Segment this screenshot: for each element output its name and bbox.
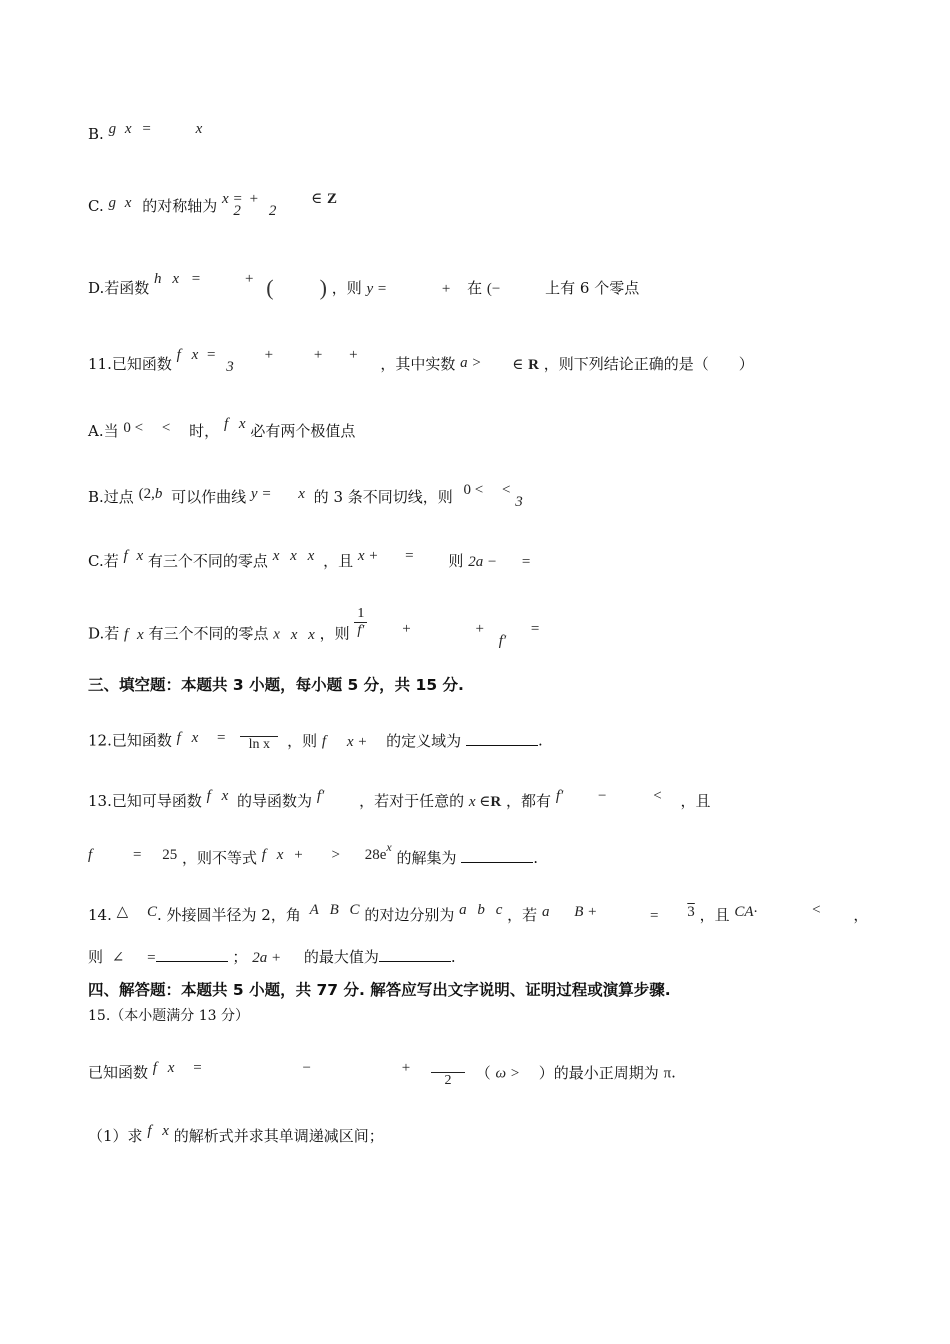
text: D.若函数 xyxy=(88,279,150,297)
numerator xyxy=(431,1058,465,1073)
question-14 xyxy=(88,902,869,926)
text: ，都有 xyxy=(506,792,552,810)
math: + xyxy=(249,191,259,207)
text: ，则下列结论正确的是（ ） xyxy=(543,355,754,373)
math: f′ xyxy=(316,788,325,804)
math: x xyxy=(124,195,132,211)
text: . xyxy=(450,948,456,966)
text: ，且 xyxy=(323,552,354,570)
math: A xyxy=(309,902,319,918)
text: 13.已知可导函数 xyxy=(88,792,202,810)
math: x + xyxy=(357,548,379,564)
math: 3 xyxy=(515,494,523,510)
text: 有三个不同的零点 xyxy=(148,624,269,643)
text: A.当 xyxy=(88,422,119,440)
math: f xyxy=(124,626,129,643)
text: 的解析式并求其单调递减区间； xyxy=(173,1127,384,1145)
question-11-option-c xyxy=(88,548,531,572)
math: − xyxy=(302,1059,311,1076)
text: 的解集为 xyxy=(396,849,457,867)
question-11 xyxy=(88,347,754,375)
question-15-part-1 xyxy=(88,1123,384,1147)
math: x xyxy=(276,847,284,863)
text: ，且 xyxy=(680,792,711,810)
text: B.过点 xyxy=(88,488,134,506)
math: g xyxy=(108,121,117,137)
text: ，则 xyxy=(287,731,318,750)
math: a > xyxy=(460,355,482,371)
math: = xyxy=(147,950,156,966)
math: x xyxy=(386,840,392,854)
text: 可以作曲线 xyxy=(171,488,247,506)
text: 的 3 条不同切线，则 xyxy=(313,488,453,506)
math: f xyxy=(152,1059,157,1076)
text: . xyxy=(533,849,539,867)
math: f xyxy=(206,788,211,804)
text: 时， xyxy=(189,422,220,440)
math: y = xyxy=(250,486,272,502)
math: C xyxy=(349,902,360,918)
text: ； xyxy=(232,948,248,966)
math: 25 xyxy=(162,847,178,863)
paren: ( xyxy=(266,275,274,300)
question-11-option-b xyxy=(88,482,523,510)
math: x xyxy=(307,548,315,564)
question-14-cont xyxy=(88,947,456,968)
text: 的导函数为 xyxy=(237,792,313,810)
math: < xyxy=(161,420,171,436)
numerator: 1 xyxy=(354,606,367,623)
math: 2 xyxy=(233,203,241,219)
text: （1）求 xyxy=(88,1127,143,1145)
math: ∈ xyxy=(512,357,524,373)
answer-blank[interactable] xyxy=(379,947,451,962)
math: + xyxy=(245,271,254,287)
math: x + xyxy=(346,733,368,750)
math: (− xyxy=(486,281,501,297)
math: = xyxy=(207,347,216,363)
section-4-heading: 四、解答题：本题共 5 小题，共 77 分. 解答应写出文字说明、证明过程或演算步骤. xyxy=(88,981,671,999)
math: + xyxy=(475,620,484,637)
math: 3 xyxy=(687,904,695,920)
text: 的对边分别为 xyxy=(364,906,455,924)
text: ，则不等式 xyxy=(181,849,257,867)
text: . 外接圆半径为 2，角 xyxy=(156,906,301,924)
text: 上有 6 个零点 xyxy=(545,279,640,297)
math: = xyxy=(530,620,540,637)
math: − xyxy=(598,788,607,804)
math: g xyxy=(108,195,116,211)
math: f xyxy=(223,416,229,432)
math: 2 xyxy=(268,203,277,219)
math: x xyxy=(172,271,179,287)
math: Z xyxy=(327,191,338,207)
math: = xyxy=(142,121,151,137)
math: b xyxy=(477,902,485,918)
math: B + xyxy=(574,904,598,920)
math: f xyxy=(88,847,93,863)
math: x xyxy=(290,626,298,643)
math: + xyxy=(294,847,303,863)
math: x xyxy=(238,416,246,432)
text: ，若对于任意的 xyxy=(359,792,465,810)
text: ，且 xyxy=(699,906,730,924)
math: x xyxy=(191,729,199,746)
text: 14. xyxy=(88,906,112,924)
text: 的对称轴为 xyxy=(142,197,218,215)
question-13-cont xyxy=(88,840,539,869)
math: x xyxy=(290,548,297,564)
question-11-option-d xyxy=(88,606,540,651)
math: C xyxy=(146,904,157,920)
option-c: C. g x 的对称轴为 x = 2 + 2 ∈ Z xyxy=(88,191,338,219)
text: . xyxy=(537,731,543,750)
math: π xyxy=(663,1065,672,1082)
math: f′ xyxy=(498,632,507,649)
text: 11.已知函数 xyxy=(88,355,172,373)
math: a xyxy=(459,902,467,918)
math: = xyxy=(132,847,142,863)
math: a xyxy=(541,904,550,920)
math: x xyxy=(124,121,132,137)
math: ∠ xyxy=(111,950,125,966)
math: x ∈ xyxy=(468,794,491,810)
math: < xyxy=(502,482,511,498)
math: x xyxy=(137,626,144,643)
math: = xyxy=(650,908,659,924)
option-d xyxy=(88,271,640,300)
math: 2a − xyxy=(468,554,498,570)
section-3-heading: 三、填空题：本题共 3 小题，每小题 5 分，共 15 分. xyxy=(88,676,464,694)
text: 则 xyxy=(448,552,464,570)
math: f xyxy=(321,733,327,750)
math: 28e xyxy=(364,847,387,863)
math: + xyxy=(441,281,451,297)
text: 有三个不同的零点 xyxy=(147,552,268,570)
text: ，则 xyxy=(331,279,362,297)
math: b xyxy=(154,486,163,502)
math: + xyxy=(313,347,323,363)
text: D.若 xyxy=(88,624,120,643)
math: > xyxy=(331,847,340,863)
math: 0 < xyxy=(123,420,144,436)
math: < xyxy=(812,902,821,918)
numerator xyxy=(240,722,278,737)
math: f′ xyxy=(555,788,564,804)
math: = xyxy=(191,271,201,287)
text: ，其中实数 xyxy=(380,355,456,373)
fraction xyxy=(431,1058,465,1089)
text: 的定义域为 xyxy=(386,731,462,750)
question-11-option-a xyxy=(88,416,356,442)
math: x = xyxy=(222,191,243,207)
text: ）的最小正周期为 xyxy=(538,1063,659,1082)
fraction xyxy=(240,722,278,753)
paren: ) xyxy=(319,275,327,300)
text: 的最大值为 xyxy=(303,948,379,966)
math: f xyxy=(147,1123,152,1139)
math: ∈ xyxy=(311,191,323,207)
denominator: 2 xyxy=(444,1073,452,1088)
math: = xyxy=(405,548,414,564)
math: x xyxy=(162,1123,169,1139)
math: ω > xyxy=(495,1065,520,1082)
math: CA· xyxy=(734,904,758,920)
math: x xyxy=(298,486,305,502)
math: = xyxy=(217,729,226,746)
math: f xyxy=(176,729,181,746)
math: + xyxy=(264,347,274,363)
text: 则 xyxy=(88,948,104,966)
question-12 xyxy=(88,726,543,757)
math: = xyxy=(521,554,531,570)
fraction xyxy=(354,606,367,639)
math: x xyxy=(308,626,315,643)
math: 3 xyxy=(226,359,234,375)
math: x xyxy=(191,347,199,363)
math: f xyxy=(261,847,266,863)
math: x xyxy=(195,121,203,137)
text: 必有两个极值点 xyxy=(250,422,356,440)
math: + xyxy=(349,347,358,363)
math: R xyxy=(528,357,540,373)
math: x xyxy=(273,626,280,643)
math: △ xyxy=(116,904,129,920)
text: ，则 xyxy=(319,624,350,643)
question-15-stem xyxy=(88,1058,676,1089)
math: < xyxy=(653,788,662,804)
math: x xyxy=(167,1059,175,1076)
answer-blank[interactable] xyxy=(461,848,533,863)
math: f xyxy=(123,548,128,564)
question-13 xyxy=(88,788,711,812)
option-b: B. g x = x xyxy=(88,121,203,143)
math: x xyxy=(221,788,229,804)
math: c xyxy=(495,902,503,918)
math: + xyxy=(401,1059,411,1076)
math: h xyxy=(154,271,162,287)
text: ， xyxy=(853,906,869,924)
math: 2a + xyxy=(252,950,282,966)
math: x xyxy=(272,548,280,564)
math: R xyxy=(490,794,502,810)
denominator: ln x xyxy=(248,737,270,752)
text: 在 xyxy=(467,279,483,297)
text: ，若 xyxy=(507,906,538,924)
text: （ xyxy=(475,1063,491,1082)
math: x xyxy=(136,548,144,564)
math: 0 < xyxy=(463,482,484,498)
math: = xyxy=(193,1059,202,1076)
math: y = xyxy=(366,281,388,297)
math: (2, xyxy=(138,486,155,502)
answer-blank[interactable] xyxy=(466,731,538,746)
text: 12.已知函数 xyxy=(88,731,172,750)
math: + xyxy=(402,620,411,637)
text: C.若 xyxy=(88,552,119,570)
text: 已知函数 xyxy=(88,1063,149,1082)
math: f xyxy=(176,347,181,363)
denominator: f′ xyxy=(357,623,365,638)
answer-blank[interactable] xyxy=(156,947,228,962)
math: B xyxy=(329,902,339,918)
question-15-title: 15.（本小题满分 13 分） xyxy=(88,1008,249,1024)
text: . xyxy=(671,1063,676,1082)
